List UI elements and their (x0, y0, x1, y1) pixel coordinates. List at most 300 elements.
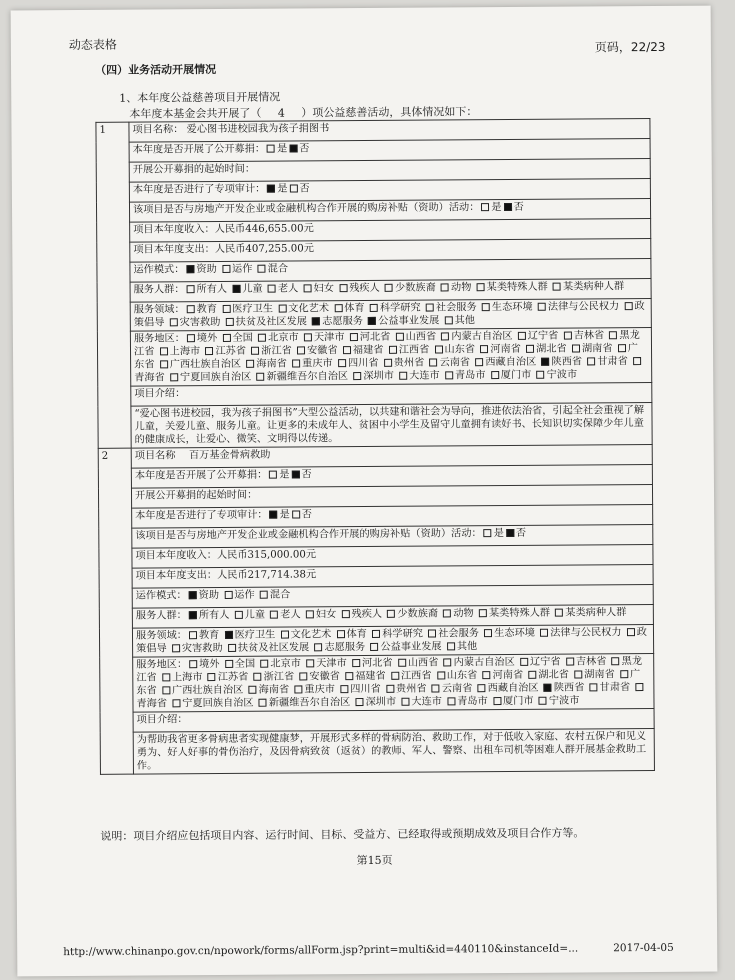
project-name: 项目名称： 爱心图书进校园我为孩子捐图书 (132, 123, 330, 136)
checkbox-unchecked[interactable] (482, 303, 490, 311)
service-field-option: 政策倡导 (136, 627, 647, 655)
expense-value: 项目本年度支出：人民币407,255.00元 (133, 243, 314, 256)
checkbox-unchecked[interactable] (389, 345, 397, 353)
checkbox-unchecked[interactable] (540, 628, 548, 636)
checkbox-unchecked[interactable] (187, 334, 195, 342)
checkbox-unchecked[interactable] (426, 303, 434, 311)
checkbox-unchecked[interactable] (338, 359, 346, 367)
checkbox-unchecked[interactable] (339, 284, 347, 292)
checkbox-unchecked[interactable] (437, 671, 445, 679)
checkbox-unchecked[interactable] (370, 303, 378, 311)
projects-table (95, 118, 655, 775)
service-field-label: 服务领域： (133, 304, 185, 316)
checkbox-unchecked[interactable] (352, 659, 360, 667)
checkbox-unchecked[interactable] (205, 347, 213, 355)
checkbox-unchecked[interactable] (574, 670, 582, 678)
checkbox-unchecked[interactable] (493, 697, 501, 705)
service-region-label: 服务地区： (136, 659, 188, 671)
service-field-option: 社会服务 (435, 302, 477, 314)
table-cell (130, 327, 651, 386)
service-field-option: 文化艺术 (288, 303, 330, 315)
checkbox-unchecked[interactable] (269, 470, 277, 478)
service-region-option: 河南省 (492, 669, 524, 682)
service-region-option: 新疆维吾尔自治区 (268, 697, 351, 709)
checkbox-unchecked[interactable] (572, 344, 580, 352)
checkbox-checked[interactable] (544, 683, 552, 691)
checkbox-unchecked[interactable] (526, 344, 534, 352)
checkbox-checked[interactable] (267, 184, 275, 192)
document-sheet (11, 6, 718, 977)
checkbox-unchecked[interactable] (297, 346, 305, 354)
checkbox-unchecked[interactable] (624, 302, 632, 310)
checkbox-unchecked[interactable] (618, 344, 626, 352)
service-region-option: 陕西省 (551, 356, 583, 368)
service-region-option: 浙江省 (263, 671, 295, 683)
checkbox-unchecked[interactable] (479, 609, 487, 617)
checkbox-unchecked[interactable] (334, 304, 342, 312)
checkbox-unchecked[interactable] (491, 371, 499, 379)
service-region-option: 西藏自治区 (485, 356, 537, 369)
service-region-option: 云南省 (441, 683, 473, 695)
checkbox-unchecked[interactable] (186, 285, 194, 293)
operation-mode-option: 运作 (231, 263, 253, 275)
service-region-option: 全国 (234, 658, 256, 670)
service-field-option: 公益事业发展 (378, 315, 440, 327)
checkbox-unchecked[interactable] (484, 629, 492, 637)
expense-value: 项目本年度支出：人民币217,714.38元 (135, 569, 317, 582)
intro-suffix: ）项公益慈善活动，具体情况如下： (301, 105, 478, 120)
service-group-label: 服务人群： (133, 284, 185, 296)
service-region-option: 上海市 (171, 672, 203, 684)
service-field-option: 扶贫及社区发展 (237, 642, 310, 654)
fundraising-start-label: 开展公开募捐的起始时间： (132, 163, 256, 176)
service-field-option: 体育 (344, 302, 365, 315)
checkbox-unchecked[interactable] (222, 333, 230, 341)
service-region-option: 浙江省 (261, 345, 292, 357)
checkbox-unchecked[interactable] (278, 304, 286, 312)
service-region-option: 湖南省 (584, 669, 615, 681)
checkbox-unchecked[interactable] (172, 699, 180, 707)
checkbox-unchecked[interactable] (480, 345, 488, 353)
service-field-option: 志愿服务 (324, 641, 366, 654)
checkbox-checked[interactable] (289, 144, 297, 152)
checkbox-unchecked[interactable] (259, 698, 267, 706)
service-region-option: 河北省 (359, 331, 391, 344)
checkbox-unchecked[interactable] (187, 305, 195, 313)
fundraising-label: 本年度是否开展了公开募捐： (134, 469, 268, 482)
service-group-option: 老人 (277, 283, 299, 295)
checkbox-unchecked[interactable] (257, 372, 265, 380)
option-label: 否 (299, 143, 310, 155)
service-field-option: 其他 (454, 315, 475, 327)
service-region-option: 天津市 (313, 332, 345, 344)
operation-mode-option: 混合 (267, 263, 289, 275)
checkbox-unchecked[interactable] (391, 671, 399, 679)
income-value: 项目本年度收入：人民币315,000.00元 (135, 549, 317, 562)
checkbox-unchecked[interactable] (445, 371, 453, 379)
checkbox-unchecked[interactable] (292, 510, 300, 518)
table-cell (130, 298, 651, 331)
service-region-option: 安徽省 (309, 671, 340, 683)
checkbox-unchecked[interactable] (432, 684, 440, 692)
table-row (99, 624, 653, 657)
project-intro-text: “爱心图书进校园，我为孩子捐图书”大型公益活动，以共建和谐社会为导向，推进依法治省，引起全社会重视了解儿童，关爱儿童、服务儿童。让更多的未成年人、贫困中小学生及留守儿童拥有读好书、长知识切实保障少年儿童的健康成长，让爱心、微笑、文明得以传递。 (134, 405, 645, 446)
checkbox-unchecked[interactable] (268, 284, 276, 292)
checkbox-unchecked[interactable] (520, 657, 528, 665)
checkbox-unchecked[interactable] (441, 332, 449, 340)
service-region-option: 宁夏回族自治区 (179, 371, 252, 384)
checkbox-unchecked[interactable] (538, 302, 546, 310)
checkbox-unchecked[interactable] (387, 609, 395, 617)
table-cell (131, 402, 652, 448)
audit-label: 本年度是否进行了专项审计： (135, 509, 268, 522)
checkbox-unchecked[interactable] (353, 372, 361, 380)
checkbox-unchecked[interactable] (170, 373, 178, 381)
service-field-option: 体育 (346, 628, 367, 641)
service-region-option: 大连市 (411, 696, 443, 708)
operation-mode-label: 运作模式： (135, 590, 187, 602)
checkbox-unchecked[interactable] (396, 332, 404, 340)
checkbox-checked[interactable] (291, 470, 299, 478)
checkbox-unchecked[interactable] (443, 609, 451, 617)
checkbox-unchecked[interactable] (267, 144, 275, 152)
checkbox-unchecked[interactable] (160, 360, 168, 368)
service-field-option: 灾害救助 (179, 316, 221, 329)
checkbox-unchecked[interactable] (386, 684, 394, 692)
checkbox-checked[interactable] (542, 357, 550, 365)
checkbox-unchecked[interactable] (304, 333, 312, 341)
checkbox-checked[interactable] (312, 317, 320, 325)
checkbox-unchecked[interactable] (612, 657, 620, 665)
table-cell (133, 728, 654, 774)
service-region-option: 新疆维吾尔自治区 (266, 371, 349, 383)
project-number: 2 (98, 448, 133, 774)
checkbox-unchecked[interactable] (553, 282, 561, 290)
service-region-option: 厦门市 (500, 369, 532, 382)
checkbox-checked[interactable] (232, 284, 240, 292)
service-group-option: 少数族裔 (397, 608, 439, 620)
operation-mode-option: 资助 (196, 264, 217, 276)
service-group-option: 儿童 (242, 283, 263, 295)
checkbox-unchecked[interactable] (306, 659, 314, 667)
service-region-option: 内蒙古自治区 (451, 330, 513, 343)
service-field-option: 医疗卫生 (234, 629, 276, 641)
header-title: 动态表格 (68, 37, 117, 53)
checkbox-unchecked[interactable] (484, 529, 492, 537)
checkbox-unchecked[interactable] (249, 685, 257, 693)
checkbox-unchecked[interactable] (475, 358, 483, 366)
service-region-option: 厦门市 (502, 695, 534, 708)
checkbox-checked[interactable] (270, 510, 278, 518)
checkbox-checked[interactable] (189, 611, 197, 619)
checkbox-unchecked[interactable] (398, 658, 406, 666)
checkbox-unchecked[interactable] (258, 333, 266, 341)
service-region-option: 四川省 (350, 683, 381, 696)
service-region-option: 湖北省 (536, 343, 567, 355)
service-region-option: 上海市 (169, 346, 201, 358)
table-cell (133, 653, 654, 712)
checkbox-unchecked[interactable] (254, 672, 262, 680)
checkbox-unchecked[interactable] (430, 358, 438, 366)
service-region-option: 全国 (232, 332, 253, 344)
checkbox-unchecked[interactable] (345, 672, 353, 680)
option-label: 是 (277, 143, 288, 155)
checkbox-unchecked[interactable] (620, 670, 628, 678)
checkbox-checked[interactable] (506, 528, 514, 536)
service-region-option: 广东省 (134, 343, 638, 371)
service-region-option: 深圳市 (363, 370, 394, 383)
service-region-option: 北京市 (268, 332, 299, 344)
option-label: 是 (279, 469, 290, 481)
checkbox-unchecked[interactable] (528, 670, 536, 678)
checkbox-unchecked[interactable] (235, 610, 243, 618)
checkbox-unchecked[interactable] (270, 610, 278, 618)
service-field-option: 政策倡导 (133, 301, 645, 329)
table-row (100, 728, 654, 774)
service-group-option: 所有人 (196, 283, 228, 296)
service-group-option: 某类特殊人群 (486, 281, 548, 294)
checkbox-unchecked[interactable] (384, 358, 392, 366)
checkbox-unchecked[interactable] (483, 671, 491, 679)
service-region-option: 深圳市 (365, 696, 397, 708)
service-region-option: 湖南省 (581, 343, 613, 355)
checkbox-unchecked[interactable] (627, 628, 635, 636)
service-region-option: 云南省 (439, 357, 471, 369)
service-field-option: 文化艺术 (290, 629, 332, 641)
checkbox-unchecked[interactable] (478, 684, 486, 692)
checkbox-unchecked[interactable] (477, 283, 485, 291)
service-region-option: 辽宁省 (529, 656, 561, 668)
checkbox-unchecked[interactable] (189, 660, 197, 668)
service-group-label: 服务人群： (135, 610, 187, 622)
fundraising-start-label: 开展公开募捐的起始时间： (134, 489, 258, 502)
checkbox-unchecked[interactable] (564, 331, 572, 339)
checkbox-unchecked[interactable] (341, 610, 349, 618)
checkbox-unchecked[interactable] (162, 686, 170, 694)
note-text: 说明：项目介绍应包括项目内容、运行时间、目标、受益方、已经取得或预期成效及项目合作方等。 (100, 826, 585, 843)
checkbox-unchecked[interactable] (251, 346, 259, 354)
checkbox-unchecked[interactable] (208, 673, 216, 681)
checkbox-unchecked[interactable] (537, 370, 545, 378)
service-field-option: 扶贫及社区发展 (235, 316, 307, 328)
checkbox-unchecked[interactable] (337, 630, 345, 638)
checkbox-unchecked[interactable] (385, 283, 393, 291)
checkbox-unchecked[interactable] (226, 317, 234, 325)
checkbox-unchecked[interactable] (343, 346, 351, 354)
option-label: 是 (491, 202, 502, 214)
checkbox-unchecked[interactable] (539, 696, 547, 704)
checkbox-unchecked[interactable] (633, 357, 641, 365)
service-region-option: 大连市 (409, 370, 440, 382)
checkbox-unchecked[interactable] (555, 608, 563, 616)
checkbox-unchecked[interactable] (222, 264, 230, 272)
service-group-option: 某类病种人群 (565, 607, 627, 619)
option-label: 是 (277, 183, 288, 195)
service-field-option: 生态环境 (491, 301, 533, 314)
service-field-option: 科学研究 (379, 302, 421, 314)
service-region-option: 境外 (199, 659, 220, 671)
project-name: 项目名称 百万基金骨病救助 (134, 449, 271, 462)
checkbox-unchecked[interactable] (399, 371, 407, 379)
checkbox-unchecked[interactable] (314, 643, 322, 651)
service-region-option: 四川省 (347, 357, 379, 370)
service-region-option: 黑龙江省 (133, 330, 640, 358)
checkbox-unchecked[interactable] (350, 333, 358, 341)
checkbox-checked[interactable] (189, 591, 197, 599)
checkbox-unchecked[interactable] (609, 331, 617, 339)
service-region-option: 青海省 (136, 698, 168, 710)
checkbox-unchecked[interactable] (189, 631, 197, 639)
audit-label: 本年度是否进行了专项审计： (132, 183, 266, 196)
project-intro-label: 项目介绍： (134, 388, 186, 400)
service-region-option: 山东省 (444, 344, 476, 356)
checkbox-unchecked[interactable] (340, 685, 348, 693)
service-group-option: 某类病种人群 (562, 281, 625, 293)
service-region-option: 甘肃省 (599, 682, 631, 694)
intro-line-1: 1、本年度公益慈善项目开展情况 (119, 90, 281, 105)
realestate-label: 该项目是否与房地产开发企业或金融机构合作开展的购房补贴（资助）活动： (132, 202, 480, 216)
service-region-option: 广东省 (136, 669, 641, 697)
service-region-option: 海南省 (258, 684, 290, 696)
checkbox-unchecked[interactable] (160, 347, 168, 355)
checkbox-unchecked[interactable] (518, 331, 526, 339)
checkbox-unchecked[interactable] (635, 683, 643, 691)
service-region-option: 江西省 (400, 670, 432, 682)
checkbox-unchecked[interactable] (428, 629, 436, 637)
checkbox-unchecked[interactable] (222, 304, 230, 312)
checkbox-unchecked[interactable] (281, 630, 289, 638)
operation-mode-option: 资助 (198, 590, 220, 602)
service-region-option: 贵州省 (395, 683, 427, 695)
service-field-option: 公益事业发展 (380, 641, 442, 653)
service-region-option: 甘肃省 (597, 356, 628, 368)
checkbox-unchecked[interactable] (162, 673, 170, 681)
service-group-option: 某类特殊人群 (488, 607, 551, 620)
checkbox-checked[interactable] (186, 265, 194, 273)
checkbox-unchecked[interactable] (447, 642, 455, 650)
service-region-option: 福建省 (352, 344, 384, 357)
checkbox-unchecked[interactable] (170, 318, 178, 326)
service-region-option: 北京市 (270, 658, 301, 670)
checkbox-unchecked[interactable] (260, 659, 268, 667)
checkbox-unchecked[interactable] (246, 359, 254, 367)
table-row (100, 653, 654, 712)
checkbox-unchecked[interactable] (299, 672, 307, 680)
service-region-option: 青海省 (134, 372, 165, 384)
option-label: 否 (515, 527, 527, 539)
checkbox-unchecked[interactable] (590, 683, 598, 691)
service-field-option: 社会服务 (438, 628, 479, 640)
checkbox-checked[interactable] (225, 630, 233, 638)
service-region-option: 江西省 (398, 344, 430, 356)
service-region-option: 广西壮族自治区 (171, 684, 244, 697)
service-region-option: 安徽省 (307, 345, 338, 357)
service-region-option: 黑龙江省 (136, 656, 643, 684)
option-label: 否 (299, 183, 310, 195)
realestate-label: 该项目是否与房地产开发企业或金融机构合作开展的购房补贴（资助）活动： (135, 528, 482, 542)
checkbox-unchecked[interactable] (444, 658, 452, 666)
checkbox-unchecked[interactable] (172, 644, 180, 652)
service-region-option: 陕西省 (553, 682, 585, 694)
option-label: 否 (301, 469, 312, 481)
checkbox-checked[interactable] (504, 202, 512, 210)
operation-mode-label: 运作模式： (133, 264, 185, 276)
service-region-option: 福建省 (355, 670, 386, 683)
checkbox-unchecked[interactable] (434, 345, 442, 353)
service-field-option: 生态环境 (494, 627, 535, 640)
service-group-option: 老人 (280, 609, 301, 621)
project-intro-label: 项目介绍： (136, 714, 188, 726)
service-region-option: 河南省 (490, 343, 521, 356)
checkbox-unchecked[interactable] (587, 357, 595, 365)
service-region-option: 境外 (196, 333, 218, 345)
service-region-option: 重庆市 (302, 358, 333, 370)
checkbox-unchecked[interactable] (441, 283, 449, 291)
checkbox-unchecked[interactable] (304, 284, 312, 292)
service-region-option: 江苏省 (217, 671, 249, 684)
service-region-option: 湖北省 (538, 669, 570, 681)
table-cell (132, 624, 653, 657)
service-region-option: 重庆市 (304, 684, 335, 696)
service-field-option: 法律与公民权力 (550, 627, 622, 639)
table-row (97, 327, 651, 386)
page-footer-number: 第15页 (356, 853, 393, 868)
service-region-option: 吉林省 (575, 656, 607, 668)
section-title: （四）业务活动开展情况 (95, 63, 217, 77)
service-region-option: 广西壮族自治区 (169, 358, 242, 371)
checkbox-unchecked[interactable] (481, 203, 489, 211)
service-region-option: 天津市 (316, 658, 347, 670)
checkbox-unchecked[interactable] (225, 659, 233, 667)
service-field-option: 志愿服务 (322, 316, 363, 328)
checkbox-unchecked[interactable] (306, 610, 314, 618)
checkbox-unchecked[interactable] (566, 657, 574, 665)
service-field-option: 科学研究 (382, 628, 423, 640)
service-region-option: 河北省 (361, 657, 393, 670)
service-group-option: 所有人 (198, 609, 230, 622)
header-page-number: 页码，22/23 (594, 39, 666, 55)
service-region-option: 内蒙古自治区 (453, 656, 515, 669)
footer-url: http://www.chinanpo.gov.cn/npowork/forms/allForm.jsp?print=multi&id=440110&instanceId=... (63, 942, 579, 959)
service-region-option: 吉林省 (573, 330, 605, 342)
project-count: 4 (277, 106, 285, 120)
checkbox-checked[interactable] (368, 316, 376, 324)
checkbox-unchecked[interactable] (289, 184, 297, 192)
service-group-option: 动物 (450, 282, 472, 294)
intro-prefix: 本年度本基金会共开展了（ (129, 106, 262, 121)
service-region-option: 宁波市 (546, 369, 578, 381)
checkbox-unchecked[interactable] (370, 642, 378, 650)
checkbox-unchecked[interactable] (228, 643, 236, 651)
checkbox-unchecked[interactable] (260, 590, 268, 598)
checkbox-unchecked[interactable] (372, 629, 380, 637)
option-label: 否 (301, 509, 313, 521)
checkbox-unchecked[interactable] (294, 685, 302, 693)
checkbox-unchecked[interactable] (445, 316, 453, 324)
checkbox-unchecked[interactable] (224, 590, 232, 598)
option-label: 是 (279, 509, 290, 521)
checkbox-unchecked[interactable] (356, 698, 364, 706)
income-value: 项目本年度收入：人民币446,655.00元 (133, 223, 314, 236)
checkbox-unchecked[interactable] (292, 359, 300, 367)
service-field-option: 其他 (456, 641, 478, 653)
service-region-option: 青岛市 (454, 370, 486, 382)
checkbox-unchecked[interactable] (401, 697, 409, 705)
checkbox-unchecked[interactable] (447, 697, 455, 705)
service-region-option: 宁夏回族自治区 (182, 697, 254, 710)
service-region-option: 宁波市 (548, 695, 580, 707)
checkbox-unchecked[interactable] (258, 264, 266, 272)
